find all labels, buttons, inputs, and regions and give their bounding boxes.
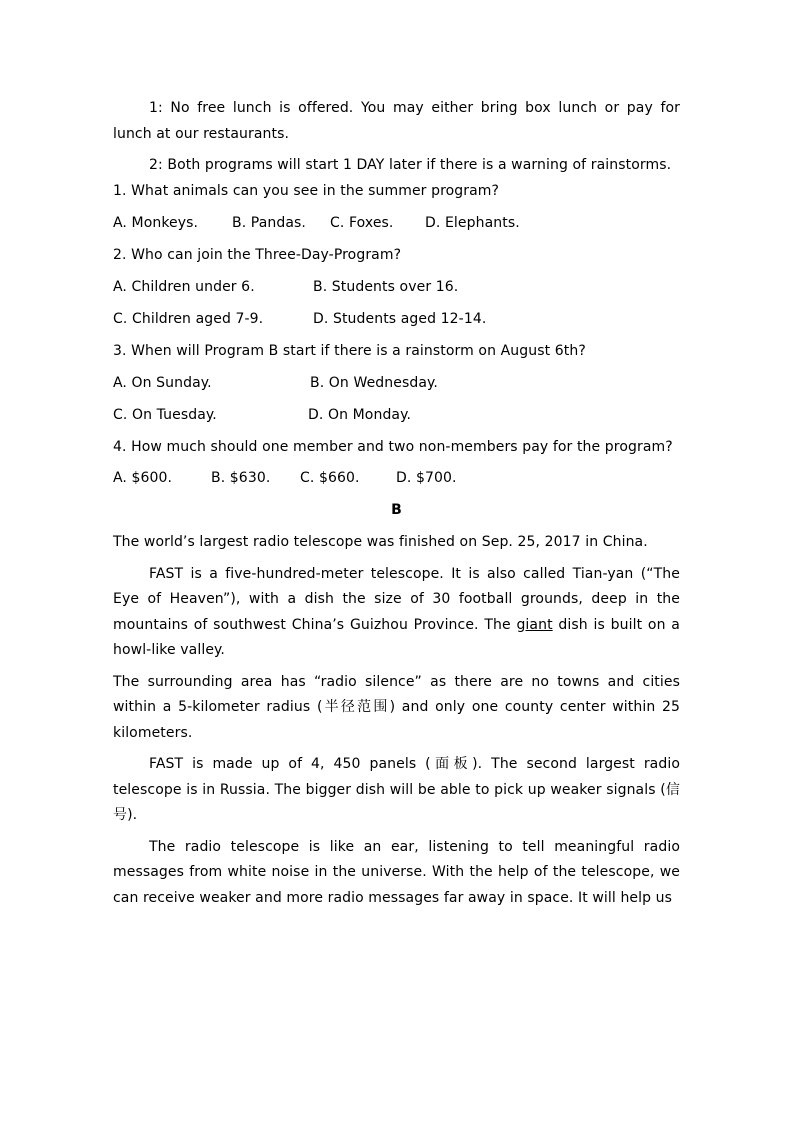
option-1b: B. Pandas. xyxy=(232,214,306,231)
underlined-word: giant xyxy=(516,616,553,633)
option-3d: D. On Monday. xyxy=(308,406,412,423)
question-1-options xyxy=(113,211,680,243)
option-2c: C. Children aged 7-9. xyxy=(113,310,264,327)
option-1c: C. Foxes. xyxy=(330,214,394,231)
option-4d: D. $700. xyxy=(396,470,457,486)
option-2a: A. Children under 6. xyxy=(113,278,255,295)
passage-paragraph-2-start: FAST is a five-hundred-meter telescope. It is also called Tian-yan (“The Eye of Heaven”), with a dish the size of 30 football grounds, deep in the mountains of southwest China’s Guizhou Province. The xyxy=(113,565,680,633)
question-3: 3. When will Program B start if there is a rainstorm on August 6th? xyxy=(113,342,586,359)
option-4b: B. $630. xyxy=(211,470,271,486)
question-3-options-row2 xyxy=(113,403,680,435)
passage-paragraph-2-end: dish is built on a howl-like valley. xyxy=(113,616,680,658)
document-page xyxy=(113,96,680,911)
passage-paragraph-4: FAST is made up of 4, 450 panels (面板). The second largest radio telescope is in Russia. The bigger dish will be able to pick up weaker signals (信号). xyxy=(113,756,680,823)
option-4a: A. $600. xyxy=(113,470,173,486)
question-4: 4. How much should one member and two non-members pay for the program? xyxy=(113,438,673,455)
passage-paragraph-3: The surrounding area has “radio silence” as there are no towns and cities within a 5-kilometer radius (半径范围) and only one county center within 25 kilometers. xyxy=(113,673,680,741)
passage-paragraph-1: The world’s largest radio telescope was finished on Sep. 25, 2017 in China. xyxy=(113,534,648,550)
option-3c: C. On Tuesday. xyxy=(113,406,217,423)
option-4c: C. $660. xyxy=(300,470,360,486)
option-3a: A. On Sunday. xyxy=(113,374,212,391)
passage-paragraph-5: The radio telescope is like an ear, listening to tell meaningful radio messages from white noise in the universe. With the help of the telescope, we can receive weaker and more radio messages far away in space. It will help us xyxy=(113,838,680,906)
option-1a: A. Monkeys. xyxy=(113,214,199,231)
question-2-options-row1 xyxy=(113,275,680,307)
note-2: 2: Both programs will start 1 DAY later if there is a warning of rainstorms. xyxy=(149,157,672,173)
passage-paragraph-2 xyxy=(113,562,680,664)
option-2b: B. Students over 16. xyxy=(313,278,459,295)
question-3-options-row1 xyxy=(113,371,680,403)
option-2d: D. Students aged 12-14. xyxy=(313,310,487,327)
option-1d: D. Elephants. xyxy=(425,214,520,231)
question-4-options xyxy=(113,466,680,498)
option-3b: B. On Wednesday. xyxy=(310,374,438,391)
question-2-options-row2 xyxy=(113,307,680,339)
question-2: 2. Who can join the Three-Day-Program? xyxy=(113,246,402,263)
note-1: 1: No free lunch is offered. You may either bring box lunch or pay for lunch at our restaurants. xyxy=(113,100,680,142)
section-heading: B xyxy=(391,502,402,518)
question-1: 1. What animals can you see in the summer program? xyxy=(113,182,500,199)
